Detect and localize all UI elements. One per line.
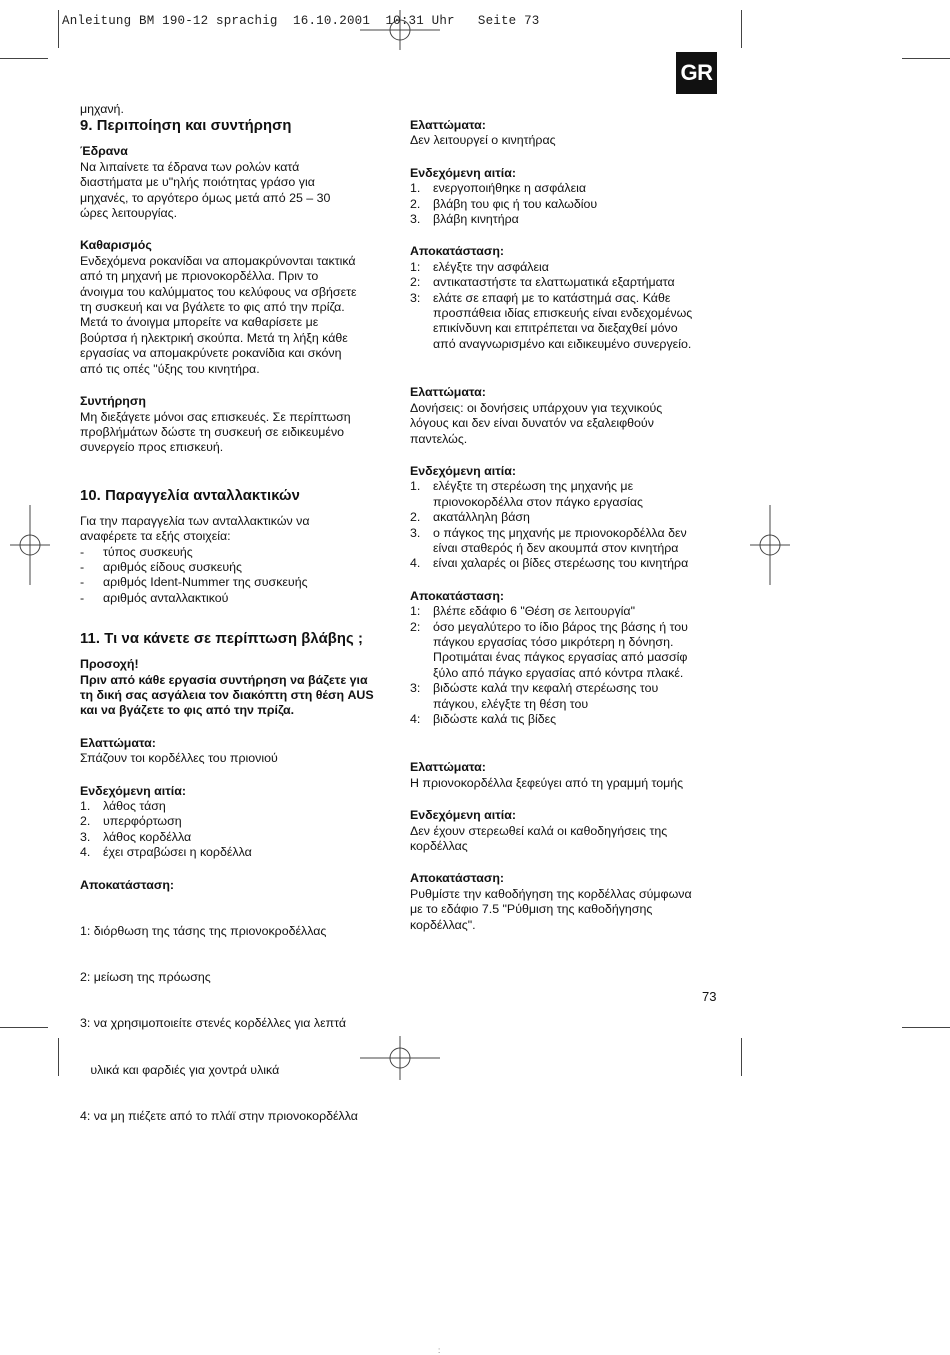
text-line: από τη μηχανή με πριονοκορδέλλα. Πριν το xyxy=(80,269,319,284)
text-line: λόγους και δεν είναι δυνατόν να εξαλειφθούν xyxy=(410,416,654,431)
continued-text: μηχανή. xyxy=(80,102,124,116)
list-item xyxy=(410,510,730,525)
text-line: ελέγξτε τη στερέωση της μηχανής με xyxy=(433,479,634,494)
text-line: συνεργείο προς επισκευή. xyxy=(80,440,224,455)
text-line: 2: μείωση της πρόωσης xyxy=(80,970,211,985)
crop-mark xyxy=(0,1027,48,1028)
crop-mark xyxy=(58,10,59,48)
list-item xyxy=(410,275,730,290)
text-line: αναφέρετε τα εξής στοιχεία: xyxy=(80,529,231,544)
text-line: τη συσκευή και να βγάλετε το φις από την πρίζα. xyxy=(80,300,345,315)
list-item xyxy=(410,620,730,682)
list-item-text: αριθμός είδους συσκευής xyxy=(103,559,242,574)
subsection-title-service: Συντήρηση xyxy=(80,394,146,409)
defects-title: Ελαττώματα: xyxy=(410,760,486,775)
list-item-text: ελέγξτε την ασφάλεια xyxy=(433,259,549,274)
list-number: 4. xyxy=(410,556,421,571)
causes-list xyxy=(410,479,730,571)
section-title-spare-parts: 10. Παραγγελία ανταλλακτικών xyxy=(80,487,300,504)
registration-mark-right xyxy=(750,505,790,585)
list-item: - αριθμός είδους συσκευής xyxy=(80,559,242,574)
text-line: πριονοκορδέλλα στον πάγκο εργασίας xyxy=(433,494,644,509)
list-item-text: αριθμός ανταλλακτικού xyxy=(103,590,229,605)
remedy-title: Αποκατάσταση: xyxy=(80,877,175,892)
text-line: όσο μεγαλύτερο το ίδιο βάρος της βάσης ή του xyxy=(433,619,688,634)
list-item: - αριθμός Ident-Nummer της συσκευής xyxy=(80,575,308,590)
text-line: είναι χαλαρές οι βίδες στερέωσης του κινητήρα xyxy=(433,556,689,571)
text-line: είναι σταθερός ή δεν ακουμπά στον κινητήρα xyxy=(433,540,679,555)
text-line: προβλήμάτων δώστε τη συσκευή σε ειδικευμένο xyxy=(80,424,345,439)
crop-mark xyxy=(741,10,742,48)
crop-mark xyxy=(58,1038,59,1076)
list-number: 3: xyxy=(410,681,421,696)
list-number: 2: xyxy=(410,619,421,634)
crop-mark xyxy=(741,1038,742,1076)
list-number: 1. xyxy=(80,799,91,813)
list-item xyxy=(410,556,730,571)
list-item xyxy=(410,604,730,619)
defects-text: Δεν λειτουργεί ο κινητήρας xyxy=(410,133,556,148)
text-line: από τις οπές "ύξης του κινητήρα. xyxy=(80,361,260,376)
remedy-list xyxy=(80,893,400,1155)
list-number: 4: xyxy=(410,712,421,726)
list-item xyxy=(80,830,400,845)
list-item xyxy=(410,681,730,712)
section-title-troubleshooting: 11. Τι να κάνετε σε περίπτωση βλάβης ; xyxy=(80,631,364,648)
crop-mark xyxy=(902,1027,950,1028)
text-line: από αναγνωρισμένο και ειδικευμένο συνεργείο. xyxy=(433,336,692,351)
list-item xyxy=(410,197,730,212)
list-number: 2. xyxy=(410,196,421,211)
defects-title: Ελαττώματα: xyxy=(410,385,486,400)
list-item: - αριθμός ανταλλακτικού xyxy=(80,590,229,605)
list-number: 2. xyxy=(410,510,421,525)
list-item-text: λάθος κορδέλλα xyxy=(103,829,192,844)
text-line: και να βγάζετε το φις από την πρίζα. xyxy=(80,703,295,718)
list-item xyxy=(410,291,730,353)
text-line: Δονήσεις: οι δονήσεις υπάρχουν για τεχνικούς xyxy=(410,400,663,415)
text-line: Πριν από κάθε εργασία συντήρηση να βάζετε για xyxy=(80,672,368,687)
footer-mark: : xyxy=(438,1346,441,1355)
text-line: κορδέλλας xyxy=(410,839,468,854)
list-number: 3: xyxy=(410,290,421,305)
text-line: Δεν έχουν στερεωθεί καλά οι καθοδηγήσεις της xyxy=(410,823,668,838)
service-text xyxy=(80,410,400,456)
spare-parts-list xyxy=(80,545,400,607)
list-item xyxy=(80,799,400,814)
text-line: προσπάθεια ιδίας επισκευής είναι ενδεχομένως xyxy=(433,306,693,321)
list-item-text: λάθος τάση xyxy=(103,799,166,813)
defects-text: Η πριονοκορδέλλα ξεφεύγει από τη γραμμή τομής xyxy=(410,775,684,790)
subsection-title-cleaning: Καθαρισμός xyxy=(80,238,152,253)
defects-text xyxy=(410,401,730,447)
list-number: 1: xyxy=(410,259,421,274)
text-line: πάγκου, ελέγξτε τη θέση του xyxy=(433,696,589,711)
registration-mark-left xyxy=(10,505,50,585)
remedy-list xyxy=(410,260,730,352)
list-item xyxy=(80,814,400,829)
defects-title: Ελαττώματα: xyxy=(80,735,156,750)
list-item-text: ενεργοποιήθηκε η ασφάλεια xyxy=(433,181,587,196)
list-item xyxy=(410,181,730,196)
text-line: Μη διεξάγετε μόνοι σας επισκευές. Σε περίπτωση xyxy=(80,409,351,424)
list-item-text: τύπος συσκευής xyxy=(103,544,193,559)
crop-mark xyxy=(902,58,950,59)
text-line: παντελώς. xyxy=(410,431,468,446)
list-item xyxy=(410,212,730,227)
list-number: 1: xyxy=(410,604,421,619)
list-item xyxy=(410,526,730,557)
text-line: Προτιμάται ένας πάγκος εργασίας από μασσίφ xyxy=(433,650,688,665)
text-line: βούρτσα ή ηλεκτρική σκούπα. Μετά τη λήξη κάθε xyxy=(80,330,348,345)
list-item xyxy=(80,845,400,860)
bearings-text xyxy=(80,160,400,222)
text-line: 4: να μη πιέζετε από το πλάϊ στην πριονοκορδέλλα xyxy=(80,1108,358,1123)
list-item-text: υπερφόρτωση xyxy=(103,814,182,829)
text-line: ελάτε σε επαφή με το κατάστημά σας. Κάθε xyxy=(433,290,671,305)
text-line: επικίνδυνη και επιτρέπεται να διεξαχθεί μόνο xyxy=(433,321,678,336)
list-item xyxy=(410,479,730,510)
subsection-title-bearings: Έδρανα xyxy=(80,144,128,159)
text-line: Μετά το άνοιγμα μπορείτε να καθαρίσετε με xyxy=(80,315,319,330)
text-line: βιδώστε καλά τις βίδες xyxy=(433,712,557,726)
cleaning-text xyxy=(80,254,400,377)
list-item-text: βλάβη του φις ή του καλωδίου xyxy=(433,196,598,211)
section-title-maintenance: 9. Περιποίηση και συντήρηση xyxy=(80,118,292,135)
causes-title: Ενδεχόμενη αιτία: xyxy=(80,783,186,798)
text-line: Για την παραγγελία των ανταλλακτικών να xyxy=(80,513,310,528)
language-badge: GR xyxy=(676,52,717,94)
list-item-text: βλάβη κινητήρα xyxy=(433,212,519,227)
text-line: ξύλο από πάγκο εργασίας από κόντρα πλακέ. xyxy=(433,665,684,680)
defects-title: Ελαττώματα: xyxy=(410,118,486,132)
list-item-text: αντικαταστήστε τα ελαττωματικά εξαρτήματα xyxy=(433,275,675,290)
list-item-text: αριθμός Ident-Nummer της συσκευής xyxy=(103,575,308,590)
text-line: Να λιπαίνετε τα έδρανα των ρολών κατά xyxy=(80,159,300,174)
remedy-title: Αποκατάσταση: xyxy=(410,871,505,886)
attention-title: Προσοχή! xyxy=(80,657,139,672)
attention-text xyxy=(80,673,400,719)
remedy-text xyxy=(410,887,730,933)
list-item: - τύπος συσκευής xyxy=(80,544,193,559)
list-item xyxy=(410,260,730,275)
text-line: ώρες λειτουργίας. xyxy=(80,206,178,221)
left-column xyxy=(80,102,400,1155)
text-line: βιδώστε καλά την κεφαλή στερέωσης του xyxy=(433,681,659,696)
text-line: βλέπε εδάφιο 6 "Θέση σε λειτουργία" xyxy=(433,604,635,619)
causes-list xyxy=(410,181,730,227)
remedy-title: Αποκατάσταση: xyxy=(410,244,505,259)
defects-text: Σπάζουν τοι κορδέλλες του πριονιού xyxy=(80,751,278,766)
crop-mark xyxy=(0,58,48,59)
list-number: 1. xyxy=(410,181,421,196)
text-line: μηχανές, το αργότερο όμως μετά από 25 – 30 xyxy=(80,190,331,205)
list-item xyxy=(410,712,730,727)
remedy-list xyxy=(410,604,730,727)
text-line: με το εδάφιο 7.5 "Ρύθμιση της καθοδήγησης xyxy=(410,902,653,917)
list-number: 4. xyxy=(80,845,91,860)
text-line: 1: διόρθωση της τάσης της πριονοκροδέλλας xyxy=(80,923,327,938)
list-number: 3. xyxy=(410,212,421,227)
list-number: 1. xyxy=(410,479,421,494)
causes-text xyxy=(410,824,730,855)
spare-parts-intro xyxy=(80,514,400,545)
list-number: 2: xyxy=(410,275,421,290)
list-item-text: έχει στραβώσει η κορδέλλα xyxy=(103,845,252,860)
causes-title: Ενδεχόμενη αιτία: xyxy=(410,463,516,478)
text-line: ο πάγκος της μηχανής με πριονοκορδέλλα δεν xyxy=(433,525,687,540)
text-line: άνοιγμα του καλύμματος του κελύφους να σβήσετε xyxy=(80,284,357,299)
causes-list xyxy=(80,799,400,861)
list-number: 2. xyxy=(80,814,91,829)
causes-title: Ενδεχόμενη αιτία: xyxy=(410,808,516,823)
list-number: 3. xyxy=(410,525,421,540)
text-line: 3: να χρησιμοποιείτε στενές κορδέλλες για λεπτά xyxy=(80,1016,347,1031)
text-line: κορδέλλας". xyxy=(410,917,476,932)
text-line: υλικά και φαρδιές για χοντρά υλικά xyxy=(80,1062,280,1077)
text-line: διαστήματα με υ"ηλής ποιότητας γράσο για xyxy=(80,175,315,190)
text-line: Ρυθμίστε την καθοδήγηση της κορδέλλας σύμφωνα xyxy=(410,886,692,901)
text-line: ακατάλληλη βάση xyxy=(433,510,530,525)
page-number: 73 xyxy=(702,989,717,1004)
text-line: πάγκου εργασίας τόσο μικρότερη η δόνηση. xyxy=(433,634,674,649)
remedy-title: Αποκατάσταση: xyxy=(410,588,505,603)
text-line: Ενδεχόμενα ροκανίδαι να απομακρύνονται τακτικά xyxy=(80,253,356,268)
text-line: εργασίας να απομακρύνετε ροκανίδια και σκόνη xyxy=(80,346,342,361)
print-header: Anleitung BM 190-12 sprachig 16.10.2001 10:31 Uhr Seite 73 xyxy=(62,14,540,28)
text-line: τη δική σας ασγάλεια τον διακόπτη στη θέση AUS xyxy=(80,687,374,702)
right-column xyxy=(410,118,730,933)
list-number: 3. xyxy=(80,829,91,844)
causes-title: Ενδεχόμενη αιτία: xyxy=(410,165,516,180)
